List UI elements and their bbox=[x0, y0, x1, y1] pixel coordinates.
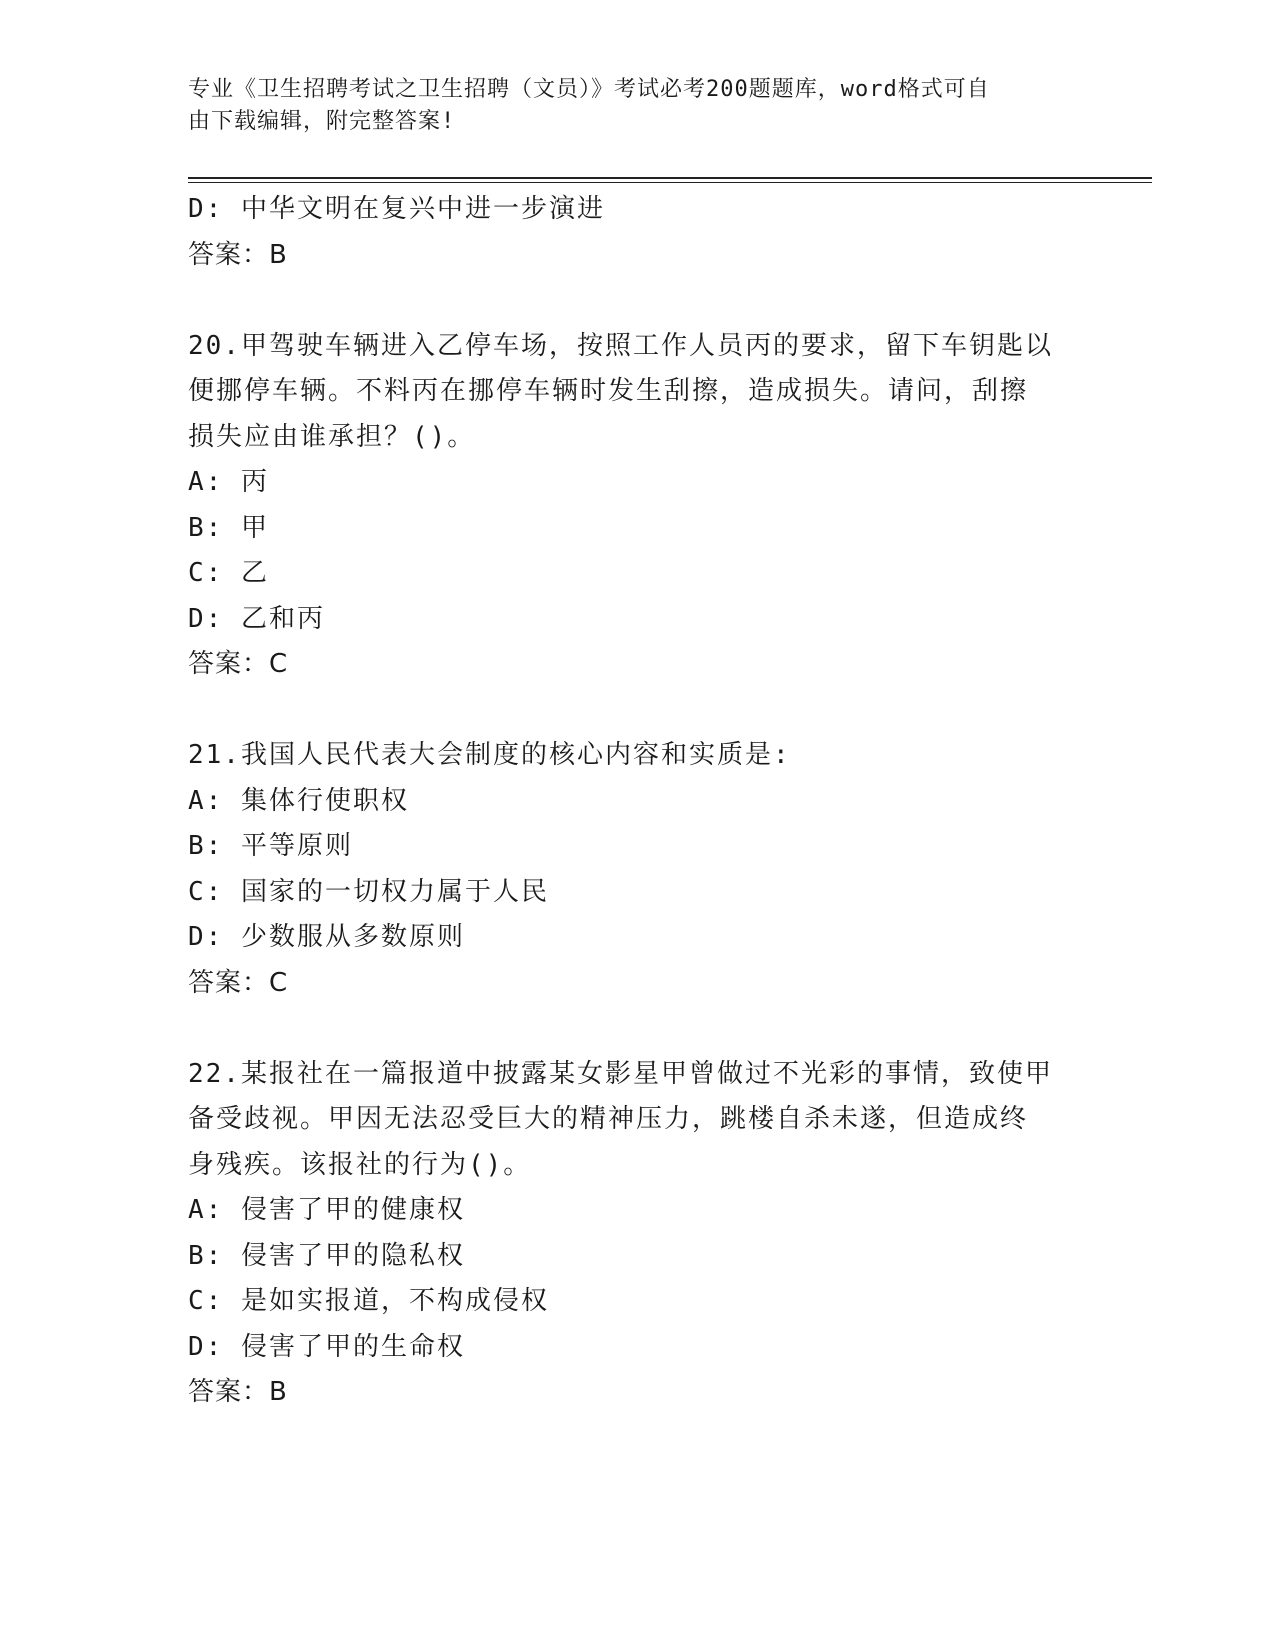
question-22 bbox=[188, 1052, 1088, 1416]
question-stem-line: 便挪停车辆。不料丙在挪停车辆时发生刮擦，造成损失。请问，刮擦 bbox=[188, 376, 1029, 406]
previous-question-tail bbox=[188, 187, 1088, 278]
answer-line: 答案：B bbox=[188, 1377, 288, 1407]
answer-line: 答案：C bbox=[188, 967, 289, 998]
header-line-2: 由下载编辑，附完整答案! bbox=[188, 109, 456, 134]
option-a: A: 丙 bbox=[188, 467, 269, 497]
question-20 bbox=[188, 324, 1088, 688]
header-divider-thick bbox=[188, 177, 1152, 179]
spacer bbox=[188, 1006, 1088, 1052]
header-line-1: 专业《卫生招聘考试之卫生招聘（文员）》考试必考200题题库，word格式可自 bbox=[188, 77, 990, 102]
option-b: B: 平等原则 bbox=[188, 831, 353, 861]
option-c: C: 国家的一切权力属于人民 bbox=[188, 876, 549, 907]
answer-line: 答案：C bbox=[188, 649, 289, 679]
question-stem-line: 20.甲驾驶车辆进入乙停车场，按照工作人员丙的要求，留下车钥匙以 bbox=[188, 330, 1053, 361]
question-stem-line: 22.某报社在一篇报道中披露某女影星甲曾做过不光彩的事情，致使甲 bbox=[188, 1058, 1053, 1089]
question-21 bbox=[188, 733, 1088, 1006]
question-stem-line: 损失应由谁承担？()。 bbox=[188, 421, 476, 452]
option-d: D: 乙和丙 bbox=[188, 603, 325, 634]
option-c: C: 是如实报道，不构成侵权 bbox=[188, 1286, 549, 1316]
option-d: D: 侵害了甲的生命权 bbox=[188, 1331, 465, 1362]
spacer bbox=[188, 688, 1088, 734]
option-a: A: 集体行使职权 bbox=[188, 785, 409, 816]
spacer bbox=[188, 278, 1088, 324]
question-stem-line: 身残疾。该报社的行为()。 bbox=[188, 1149, 532, 1180]
option-c: C: 乙 bbox=[188, 558, 269, 588]
option-a: A: 侵害了甲的健康权 bbox=[188, 1195, 465, 1225]
answer-line: 答案：B bbox=[188, 239, 288, 270]
question-stem-line: 21.我国人民代表大会制度的核心内容和实质是: bbox=[188, 740, 791, 770]
option-d: D: 少数服从多数原则 bbox=[188, 922, 465, 952]
option-d: D: 中华文明在复兴中进一步演进 bbox=[188, 194, 605, 224]
option-b: B: 侵害了甲的隐私权 bbox=[188, 1240, 465, 1271]
question-list bbox=[188, 187, 1088, 1416]
header-divider-thin bbox=[188, 182, 1152, 183]
question-stem-line: 备受歧视。甲因无法忍受巨大的精神压力，跳楼自杀未遂，但造成终 bbox=[188, 1104, 1029, 1134]
option-b: B: 甲 bbox=[188, 512, 269, 543]
document-header bbox=[188, 74, 1068, 138]
